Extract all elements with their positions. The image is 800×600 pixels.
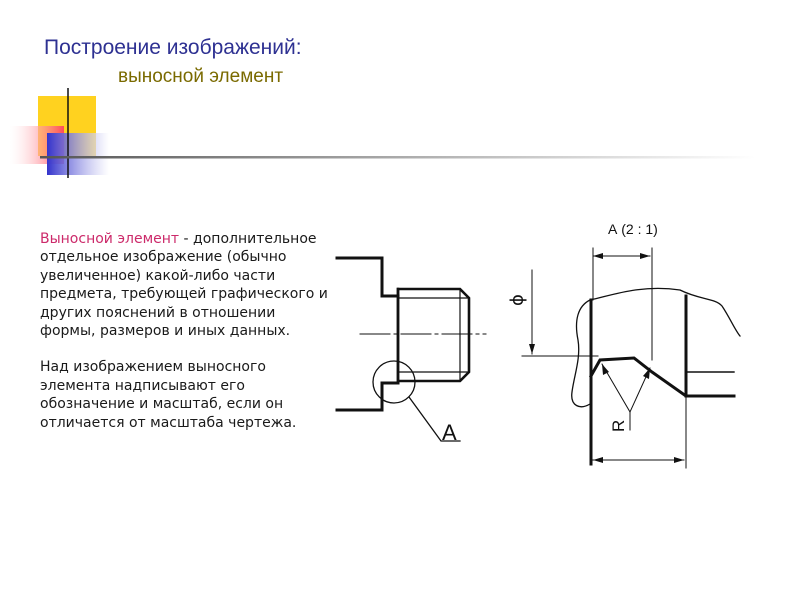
deco-blue-square xyxy=(47,133,109,175)
slide-title: Построение изображений: xyxy=(44,36,302,59)
definition-text: дополнительное отдельное изображение (обычно увеличенное) какой-либо части предмета, требующей графического и других пояснений в отношении формы, размеров и иных данных. xyxy=(40,231,328,340)
slide-subtitle: выносной элемент xyxy=(118,66,284,87)
header-rule xyxy=(40,156,755,159)
technical-drawing xyxy=(330,210,750,480)
detail-header-label: А (2 : 1) xyxy=(608,221,658,237)
definition-paragraph xyxy=(40,230,332,340)
radius-label: R xyxy=(609,419,628,432)
body-text xyxy=(40,230,332,450)
detail-view xyxy=(522,248,740,468)
diameter-symbol: ϕ xyxy=(507,294,528,306)
definition-dash: - xyxy=(179,231,189,247)
decorative-header-graphic xyxy=(0,0,800,200)
main-part-view xyxy=(337,258,486,410)
callout-letter: А xyxy=(442,420,457,445)
note-paragraph: Над изображением выносного элемента надписывают его обозначение и масштаб, если он отличается от масштаба чертежа. xyxy=(40,359,297,431)
definition-term: Выносной элемент xyxy=(40,231,180,247)
